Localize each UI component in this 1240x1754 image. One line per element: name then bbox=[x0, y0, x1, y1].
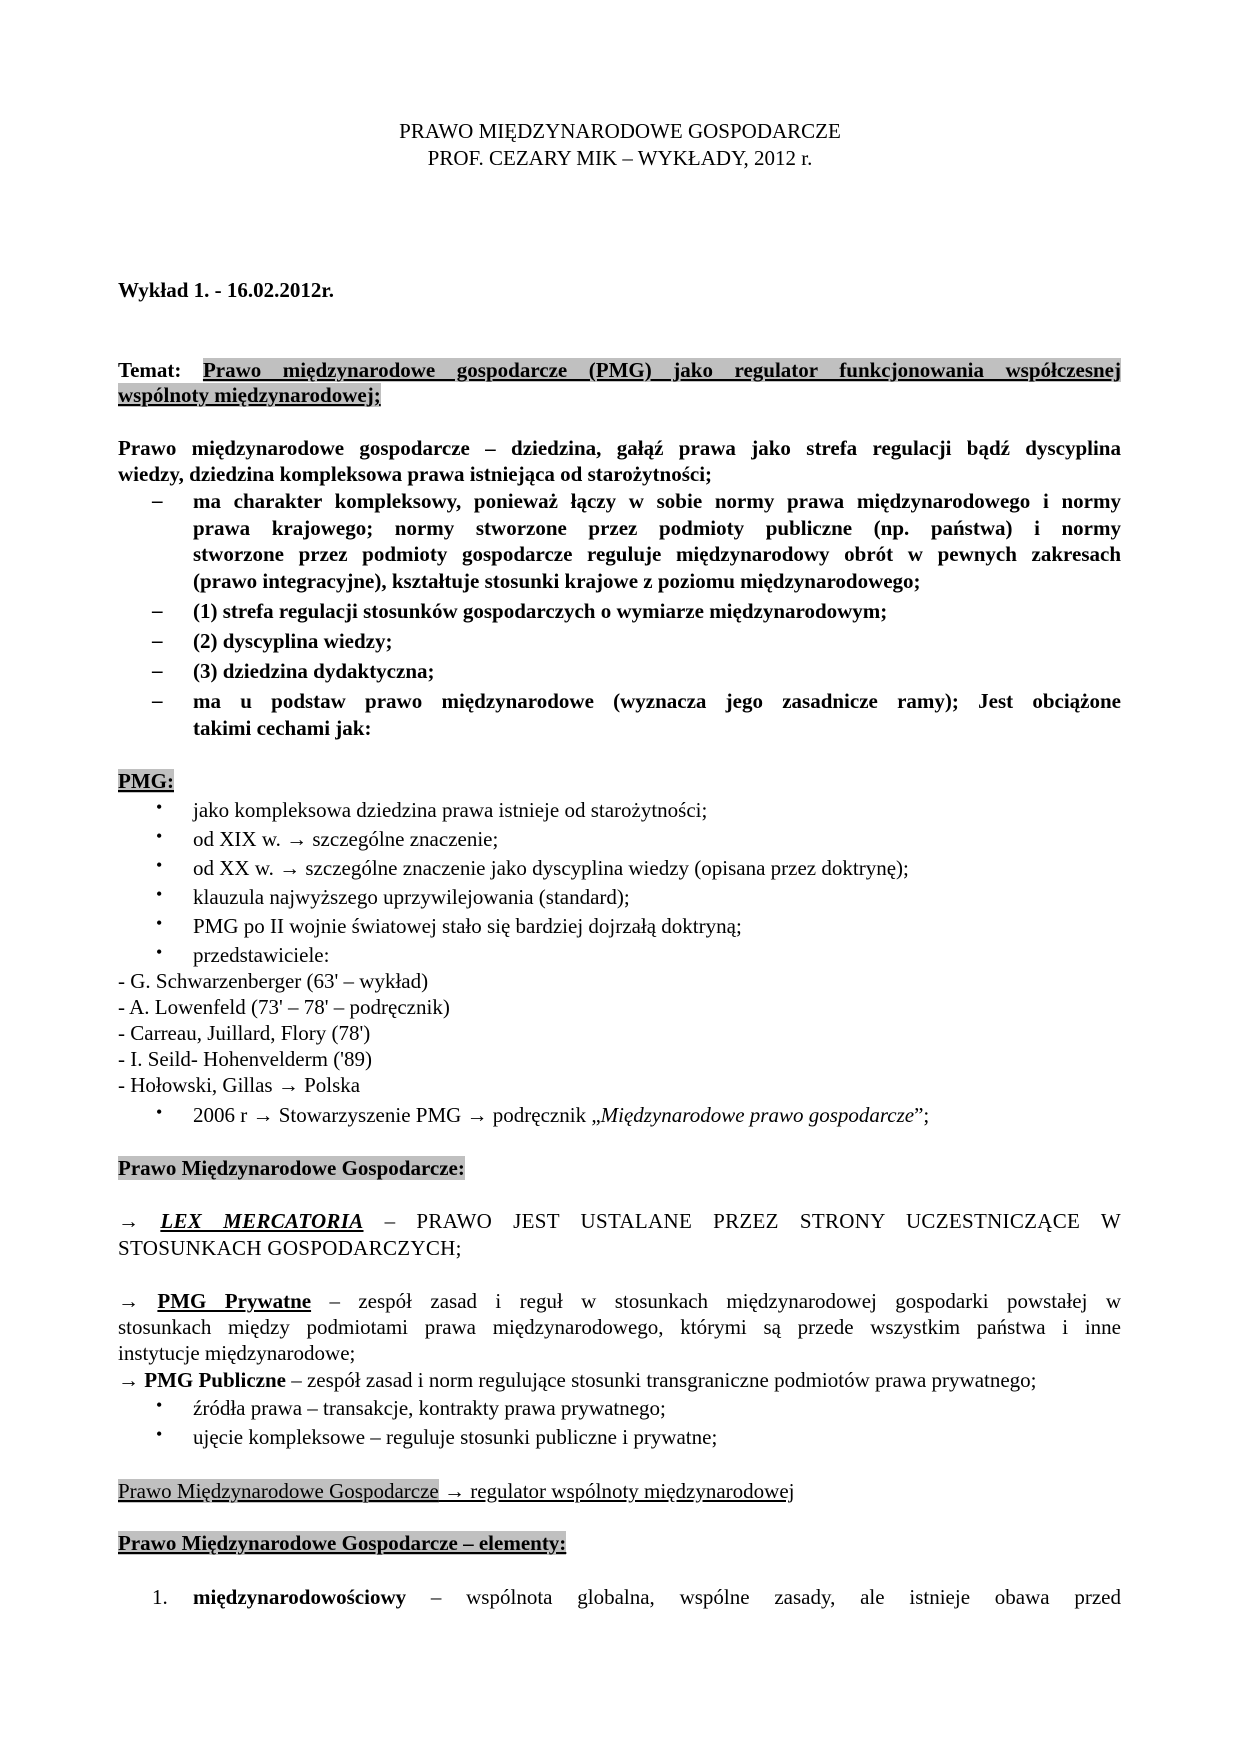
pmg-public-bullet-1: źródła prawa – transakcje, kontrakty prawa prywatnego; bbox=[193, 1396, 666, 1420]
definition-line-2: wiedzy, dziedzina kompleksowa prawa istniejąca od starożytności; bbox=[118, 462, 713, 486]
pmg-bullet-6: przedstawiciele: bbox=[193, 943, 330, 967]
arrow-icon: → bbox=[118, 1368, 145, 1392]
bullet-icon: • bbox=[156, 1424, 163, 1444]
representative-4: - I. Seild- Hohenvelderm ('89) bbox=[118, 1047, 372, 1071]
representative-1: - G. Schwarzenberger (63' – wykład) bbox=[118, 969, 429, 993]
lex-mercatoria-term: LEX MERCATORIA bbox=[160, 1209, 364, 1233]
pmg-private-line-3: instytucje międzynarodowe; bbox=[118, 1341, 356, 1365]
elements-item-term: międzynarodowościowy bbox=[193, 1585, 407, 1609]
dash-item-2: (1) strefa regulacji stosunków gospodarczych o wymiarze międzynarodowym; bbox=[193, 599, 888, 623]
bullet-icon: • bbox=[156, 855, 163, 875]
arrow-icon: → bbox=[118, 1289, 158, 1313]
pmg-private-desc: – zespół zasad i reguł w stosunkach międzynarodowej gospodarki powstałej w bbox=[311, 1289, 1122, 1313]
representative-2: - A. Lowenfeld (73' – 78' – podręcznik) bbox=[118, 995, 450, 1019]
pmg-private-line-2: stosunkach między podmiotami prawa międzynarodowego, którymi są przede wszystkim państwa i inne bbox=[118, 1315, 1121, 1339]
topic-line-2 bbox=[118, 382, 381, 408]
lex-mercatoria-desc: – PRAWO JEST USTALANE PRZEZ STRONY UCZESTNICZĄCE W bbox=[363, 1209, 1121, 1233]
dash-marker: – bbox=[152, 628, 163, 652]
topic-prefix: Temat: bbox=[118, 358, 203, 382]
bullet-icon: • bbox=[156, 797, 163, 817]
dash-item-1-line-2: prawa krajowego; normy stworzone przez podmioty publiczne (np. państwa) i normy bbox=[193, 516, 1121, 540]
dash-item-1-line-3: stworzone przez podmioty gospodarcze reguluje międzynarodowy obrót w pewnych zakresach bbox=[193, 542, 1121, 566]
pmg-private-line-1 bbox=[118, 1288, 1121, 1314]
topic-text: Prawo międzynarodowe gospodarcze (PMG) jako regulator funkcjonowania współczesnej bbox=[202, 358, 1121, 382]
elements-item-1 bbox=[193, 1584, 1121, 1610]
pmg-bullet-5: PMG po II wojnie światowej stało się bardziej dojrzałą doktryną; bbox=[193, 914, 742, 938]
document-subtitle: PROF. CEZARY MIK – WYKŁADY, 2012 r. bbox=[427, 146, 813, 170]
dash-item-1-line-1: ma charakter kompleksowy, ponieważ łączy w sobie normy prawa międzynarodowego i normy bbox=[193, 489, 1121, 513]
representative-5: - Hołowski, Gillas → Polska bbox=[118, 1073, 361, 1097]
definition-line-1: Prawo międzynarodowe gospodarcze – dziedzina, gałąź prawa jako strefa regulacji bądź dyscyplina bbox=[118, 436, 1121, 460]
section-3-line bbox=[118, 1478, 794, 1504]
dash-item-3: (2) dyscyplina wiedzy; bbox=[193, 629, 393, 653]
arrow-icon: → bbox=[118, 1209, 161, 1233]
pmg-heading-text: PMG: bbox=[118, 769, 174, 793]
elements-item-desc: – wspólnota globalna, wspólne zasady, ale istnieje obawa przed bbox=[406, 1585, 1121, 1609]
topic-text-cont: wspólnoty międzynarodowej; bbox=[118, 383, 381, 407]
dash-item-5-line-1: ma u podstaw prawo międzynarodowe (wyznacza jego zasadnicze ramy); Jest obciążone bbox=[193, 689, 1121, 713]
dash-marker: – bbox=[152, 488, 163, 512]
pmg-heading bbox=[118, 768, 174, 794]
pmg-private-term: PMG Prywatne bbox=[157, 1289, 312, 1313]
bullet-2006-suffix: ”; bbox=[914, 1103, 930, 1127]
lex-mercatoria-line-2: STOSUNKACH GOSPODARCZYCH; bbox=[118, 1236, 462, 1260]
section-4-heading bbox=[118, 1530, 566, 1556]
bullet-icon: • bbox=[156, 1102, 163, 1122]
section-3-term: Prawo Międzynarodowe Gospodarcze bbox=[118, 1479, 439, 1503]
section-2-heading bbox=[118, 1155, 465, 1181]
dash-marker: – bbox=[152, 688, 163, 712]
section-4-heading-text: Prawo Międzynarodowe Gospodarcze – elementy: bbox=[118, 1531, 567, 1555]
pmg-bullet-4: klauzula najwyższego uprzywilejowania (standard); bbox=[193, 885, 630, 909]
bullet-icon: • bbox=[156, 884, 163, 904]
representative-3: - Carreau, Juillard, Flory (78') bbox=[118, 1021, 371, 1045]
pmg-bullet-3: od XX w. → szczególne znaczenie jako dyscyplina wiedzy (opisana przez doktrynę); bbox=[193, 856, 909, 880]
pmg-public-bullet-2: ujęcie kompleksowe – reguluje stosunki publiczne i prywatne; bbox=[193, 1425, 718, 1449]
topic-line-1 bbox=[118, 357, 1121, 383]
bullet-2006-prefix: 2006 r → Stowarzyszenie PMG → podręcznik „ bbox=[193, 1103, 601, 1127]
pmg-public-term: PMG Publiczne bbox=[144, 1368, 286, 1392]
bullet-icon: • bbox=[156, 913, 163, 933]
dash-item-4: (3) dziedzina dydaktyczna; bbox=[193, 659, 435, 683]
dash-item-1-line-4: (prawo integracyjne), kształtuje stosunki krajowe z poziomu międzynarodowego; bbox=[193, 569, 921, 593]
lex-mercatoria-line-1 bbox=[118, 1208, 1121, 1234]
bullet-icon: • bbox=[156, 826, 163, 846]
pmg-bullet-2: od XIX w. → szczególne znaczenie; bbox=[193, 827, 499, 851]
section-2-heading-text: Prawo Międzynarodowe Gospodarcze: bbox=[118, 1156, 465, 1180]
bullet-icon: • bbox=[156, 1395, 163, 1415]
lecture-label: Wykład 1. - 16.02.2012r. bbox=[118, 278, 335, 302]
dash-marker: – bbox=[152, 598, 163, 622]
pmg-public-desc: – zespół zasad i norm regulujące stosunki transgraniczne podmiotów prawa prywatnego; bbox=[285, 1368, 1037, 1392]
book-title: Międzynarodowe prawo gospodarcze bbox=[600, 1103, 915, 1127]
pmg-public-line bbox=[118, 1367, 1037, 1393]
document-title: PRAWO MIĘDZYNARODOWE GOSPODARCZE bbox=[399, 119, 841, 143]
list-number: 1. bbox=[152, 1585, 168, 1609]
dash-marker: – bbox=[152, 658, 163, 682]
pmg-bullet-2006 bbox=[193, 1102, 929, 1128]
bullet-icon: • bbox=[156, 942, 163, 962]
dash-item-5-line-2: takimi cechami jak: bbox=[193, 716, 372, 740]
pmg-bullet-1: jako kompleksowa dziedzina prawa istnieje od starożytności; bbox=[193, 798, 708, 822]
section-3-desc: → regulator wspólnoty międzynarodowej bbox=[438, 1479, 795, 1503]
